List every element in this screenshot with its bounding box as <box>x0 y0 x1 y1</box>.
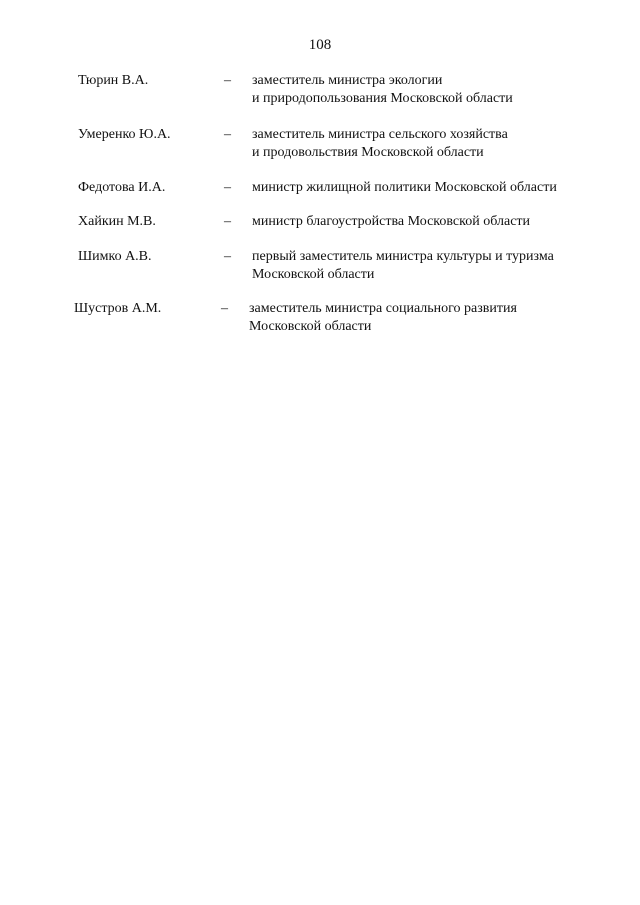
dash-separator: – <box>224 249 231 264</box>
position-title-line: министр жилищной политики Московской области <box>252 180 557 195</box>
dash-separator: – <box>224 127 231 142</box>
position-title <box>249 300 609 336</box>
position-title-line: и продовольствия Московской области <box>252 145 484 160</box>
position-title-line: и природопользования Московской области <box>252 91 513 106</box>
page-number: 108 <box>308 37 332 53</box>
person-name: Шустров А.М. <box>74 301 162 316</box>
position-title-line: заместитель министра экологии <box>252 73 443 88</box>
position-title <box>252 248 612 284</box>
position-title <box>252 126 612 162</box>
person-name: Шимко А.В. <box>78 249 152 264</box>
dash-separator: – <box>224 214 231 229</box>
person-name: Хайкин М.В. <box>78 214 156 229</box>
position-title <box>252 72 612 108</box>
position-title-line: заместитель министра социального развития <box>249 301 517 316</box>
dash-separator: – <box>221 301 228 316</box>
dash-separator: – <box>224 180 231 195</box>
position-title-line: Московской области <box>252 267 375 282</box>
person-name: Федотова И.А. <box>78 180 166 195</box>
position-title-line: Московской области <box>249 319 372 334</box>
position-title <box>252 213 612 231</box>
position-title-line: министр благоустройства Московской области <box>252 214 531 229</box>
position-title <box>252 179 612 197</box>
dash-separator: – <box>224 73 231 88</box>
person-name: Тюрин В.А. <box>78 73 149 88</box>
position-title-line: заместитель министра сельского хозяйства <box>252 127 508 142</box>
position-title-line: первый заместитель министра культуры и туризма <box>252 249 554 264</box>
person-name: Умеренко Ю.А. <box>78 127 171 142</box>
